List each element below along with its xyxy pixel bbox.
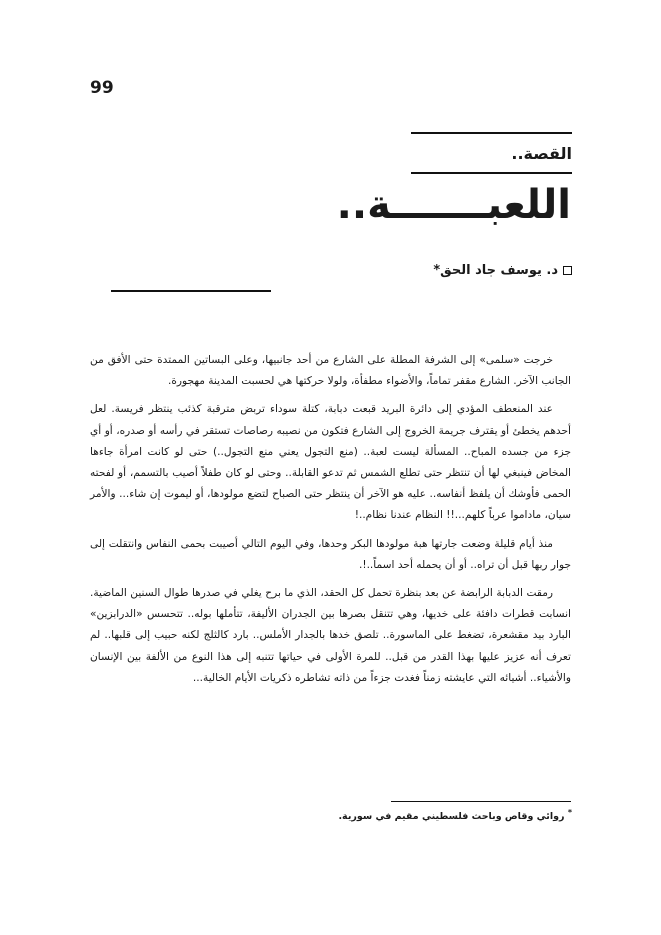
- article-body: [90, 350, 571, 696]
- author-line: [433, 263, 572, 278]
- paragraph: خرجت «سلمى» إلى الشرفة المطلة على الشارع من أحد جانبيها، وعلى البساتين الممتدة حتى الأفق من الجانب الآخر. الشارع مقفر تماماً، والأضواء مطفأة، ولولا حركتها هي لحسبت المدينة مهجورة.: [90, 354, 571, 388]
- paragraph: عند المنعطف المؤدي إلى دائرة البريد قبعت دبابة، كتلة سوداء تربض مترقبة كذئب ينتظر فريسة. لعل أحدهم يخطئ أو يقترف جريمة الخروج إلى الشارع فتكون من نصيبه رصاصات تستقر في رأسه أو صدره، أو أي جزء من جسده المباح.. المسألة ليست لعبة.. (منع التجول يعني منع التجول..) حتى لو كانت امرأة جاءها المخاض فينبغي لها أن تنتظر حتى تطلع الشمس ثم تدعو القابلة.. وحتى لو كان طفلاً أصيب بالتسمم، أو لفحته الحمى فأوشك أن يلفظ أنفاسه.. عليه هو الآخر أن ينتظر حتى الصباح لتضع مولودها، أو ليموت إن شاء... والأمر سيان، ماداموا عرباً كلهم...!! النظام عندنا نظام..!: [90, 403, 571, 522]
- section-label: القصة..: [511, 144, 572, 163]
- footnote-mark: *: [567, 808, 572, 817]
- page-number: 99: [90, 78, 114, 98]
- paragraph: رمقت الدبابة الرابضة عن بعد بنظرة تحمل كل الحقد، الذي ما برح يغلي في صدرها طوال السنين الماضية. انسابت قطرات دافئة على خديها، وهي تتنقل بصرها بين الجدران الأليفة، تتأملها بوله.. تتحسس «الدرابزين» البارد بيد مقشعرة، تضغط على الماسورة.. تلصق خدها بالجدار الأملس.. بارد كالثلج لكنه حبيب إلى قلبها.. لم تعرف أنه عزيز عليها بهذا القدر من قبل.. للمرة الأولى في حياتها تتنبه إلى هذا النوع من الألفة بين الإنسان والأشياء.. أشيائه التي عايشته زمناً فغدت جزءاً من ذاته تشاطره ذكريات الأيام الخالية...: [90, 587, 571, 684]
- footnote-text: روائي وقاص وباحث فلسطيني مقيم في سورية.: [338, 811, 565, 823]
- footnote: [338, 808, 572, 822]
- author-rule: [111, 290, 271, 292]
- section-top-rule: [411, 132, 572, 134]
- paragraph: منذ أيام قليلة وضعت جارتها هبة مولودها البكر وحدها، وفي اليوم التالي أصيبت بحمى النفاس وانتقلت إلى جوار ربها قبل أن تراه.. أو أن يحمله أحد اسماً..!.: [90, 537, 571, 571]
- footnote-rule: [391, 801, 571, 802]
- author-name: د. يوسف جاد الحق*: [433, 263, 558, 278]
- author-bullet-icon: [563, 266, 572, 275]
- article-title: اللعبـــــــة..: [336, 182, 571, 228]
- section-bottom-rule: [411, 172, 572, 174]
